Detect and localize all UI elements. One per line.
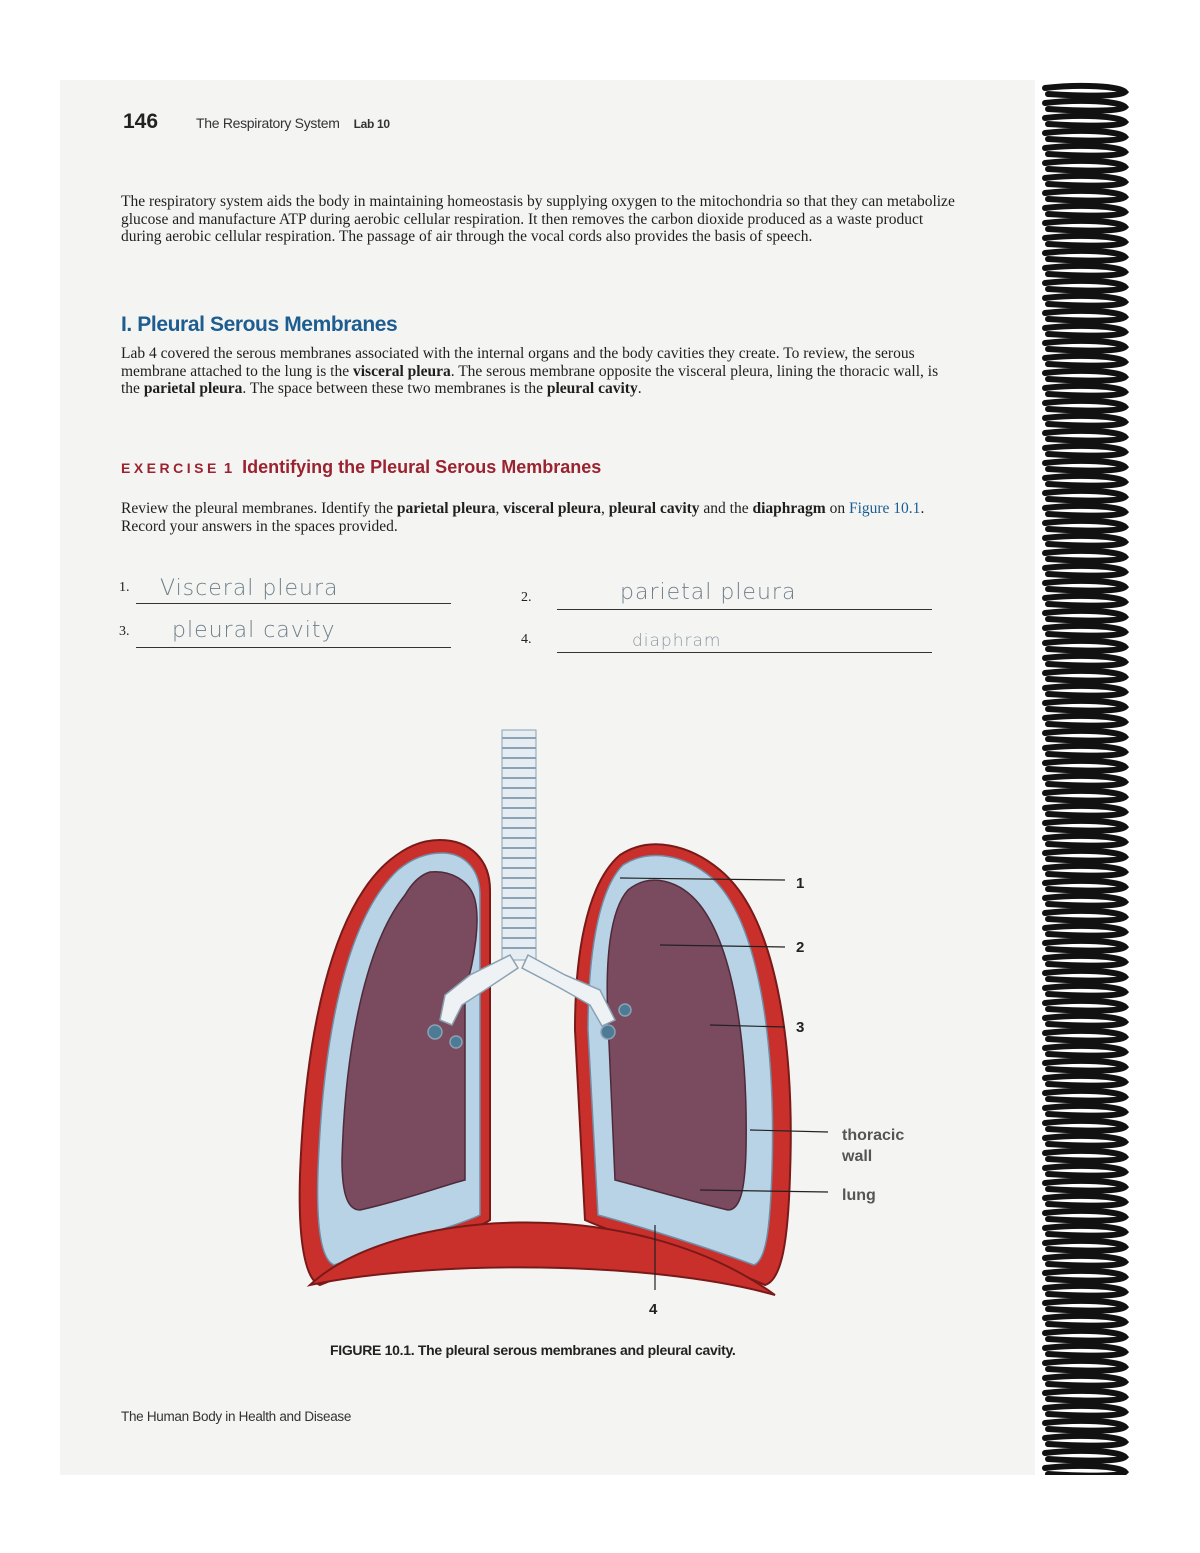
spiral-coil [1045,1031,1125,1041]
exercise-heading: EXERCISE 1 Identifying the Pleural Serous Membranes [121,457,602,477]
spiral-coil [1045,551,1125,561]
label-3: 3 [796,1019,805,1036]
spiral-coil [1045,641,1125,651]
spiral-coil [1045,146,1125,156]
trachea [502,730,536,960]
spiral-coil [1045,806,1125,816]
answer-number-2: 2. [521,590,532,605]
spiral-coil [1045,1046,1125,1056]
spiral-coil [1045,266,1125,276]
label-2: 2 [796,939,805,956]
spiral-coil [1045,1466,1125,1475]
answer-text-4: diaphram [632,631,722,651]
spiral-coil [1045,251,1125,261]
spiral-coil [1045,1421,1125,1431]
spiral-coil [1045,836,1125,846]
spiral-coil [1045,566,1125,576]
page-footer: The Human Body in Health and Disease [121,1409,352,1424]
spiral-coil [1045,356,1125,366]
spiral-coil [1045,911,1125,921]
spiral-coil [1045,86,1125,96]
answer-text-2: parietal pleura [620,580,797,605]
spiral-coil [1045,1136,1125,1146]
label-thoracic: thoracic [842,1127,905,1144]
spiral-coil [1045,191,1125,201]
spiral-coil [1045,746,1125,756]
answer-number-4: 4. [521,632,532,647]
spiral-coil [1045,116,1125,126]
spiral-coil [1045,701,1125,711]
section-heading: I. Pleural Serous Membranes [121,313,398,336]
spiral-coil [1045,716,1125,726]
answer-text-1: Visceral pleura [160,576,339,601]
spiral-coil [1045,326,1125,336]
spiral-coil [1045,1361,1125,1371]
spiral-coil [1045,1316,1125,1326]
spiral-coil [1045,311,1125,321]
spiral-coil [1045,986,1125,996]
spiral-coil [1045,476,1125,486]
spiral-coil [1045,626,1125,636]
spiral-coil [1045,1451,1125,1461]
spiral-coil [1045,1211,1125,1221]
spiral-coil [1045,1106,1125,1116]
spiral-coil [1045,851,1125,861]
left-lung [300,840,490,1285]
figure-caption: FIGURE 10.1. The pleural serous membranes and pleural cavity. [330,1342,736,1358]
spiral-coil [1045,161,1125,171]
spiral-coil [1045,1346,1125,1356]
spiral-coil [1045,896,1125,906]
spiral-coil [1045,821,1125,831]
spiral-coil [1045,386,1125,396]
section-title: The Respiratory System [196,115,340,131]
answer-text-3: pleural cavity [172,618,336,643]
spiral-coil [1045,596,1125,606]
spiral-coil [1045,536,1125,546]
label-1: 1 [796,875,805,892]
answer-line-3[interactable] [136,646,451,648]
spiral-coil [1045,776,1125,786]
spiral-coil [1045,1256,1125,1266]
spiral-coil [1045,521,1125,531]
spiral-coil [1045,1061,1125,1071]
answer-line-1[interactable] [136,602,451,604]
answer-line-2[interactable] [557,608,932,610]
spiral-coil [1045,236,1125,246]
spiral-coil [1045,281,1125,291]
section-paragraph: Lab 4 covered the serous membranes associated with the internal organs and the body cavities they create. To review, the serous membrane attached to the lung is the visceral pleura. The serous membrane opposite the visceral pleura, lining the thoracic wall, is the parietal pleura. The space between these two membranes is the pleural cavity. [121,345,939,397]
spiral-coil [1045,206,1125,216]
spiral-coil [1045,761,1125,771]
spiral-coil [1045,1331,1125,1341]
spiral-coil [1045,1121,1125,1131]
spiral-coil [1045,656,1125,666]
spiral-coil [1045,791,1125,801]
spiral-coil [1045,971,1125,981]
lab-number: Lab 10 [353,117,390,131]
spiral-coil [1045,611,1125,621]
spiral-coil [1045,221,1125,231]
spiral-coil [1045,341,1125,351]
running-header [196,115,390,131]
label-wall: wall [842,1148,873,1165]
spiral-coil [1045,401,1125,411]
label-4: 4 [649,1301,658,1318]
spiral-coil [1045,1151,1125,1161]
spiral-coil [1045,1436,1125,1446]
spiral-coil [1045,446,1125,456]
answer-number-3: 3. [119,624,130,639]
spiral-coil [1045,1286,1125,1296]
spiral-coil [1045,1016,1125,1026]
spiral-coil [1045,296,1125,306]
spiral-coil [1045,881,1125,891]
spiral-coil [1045,1241,1125,1251]
spiral-coil [1045,1196,1125,1206]
answer-line-4[interactable] [557,651,932,653]
spiral-coil [1045,1301,1125,1311]
label-lung: lung [842,1187,876,1204]
spiral-coil [1045,1391,1125,1401]
spiral-coil [1045,371,1125,381]
spiral-binding [1040,80,1130,1475]
spiral-coil [1045,686,1125,696]
spiral-coil [1045,101,1125,111]
spiral-coil [1045,491,1125,501]
spiral-coil [1045,731,1125,741]
spiral-coil [1045,1406,1125,1416]
spiral-coil [1045,671,1125,681]
spiral-coil [1045,956,1125,966]
spiral-coil [1045,431,1125,441]
spiral-coil [1045,416,1125,426]
spiral-coil [1045,1226,1125,1236]
spiral-coil [1045,581,1125,591]
spiral-coil [1045,176,1125,186]
spiral-coil [1045,461,1125,471]
pleura-diagram [230,720,950,1340]
spiral-coil [1045,941,1125,951]
page-number: 146 [123,110,159,133]
spiral-coil [1045,1091,1125,1101]
spiral-coil [1045,926,1125,936]
spiral-coil [1045,506,1125,516]
answer-number-1: 1. [119,580,130,595]
exercise-instructions: Review the pleural membranes. Identify the parietal pleura, visceral pleura, pleural cavity and the diaphragm on Figure 10.1. Record your answers in the spaces provided. [121,500,925,535]
spiral-coil [1045,131,1125,141]
spiral-coil [1045,1376,1125,1386]
spiral-coil [1045,1166,1125,1176]
spiral-coil [1045,1271,1125,1281]
spiral-coil [1045,1076,1125,1086]
figure-reference: Figure 10.1 [848,500,921,517]
spiral-coil [1045,1181,1125,1191]
intro-paragraph: The respiratory system aids the body in maintaining homeostasis by supplying oxygen to the mitochondria so that they can metabolize glucose and manufacture ATP during aerobic cellular respiration. It then removes the carbon dioxide produced as a waste product during aerobic cellular respiration. The passage of air through the vocal cords also provides the basis of speech. [121,193,955,245]
right-lung [575,844,791,1285]
spiral-coil [1045,866,1125,876]
spiral-coil [1045,1001,1125,1011]
